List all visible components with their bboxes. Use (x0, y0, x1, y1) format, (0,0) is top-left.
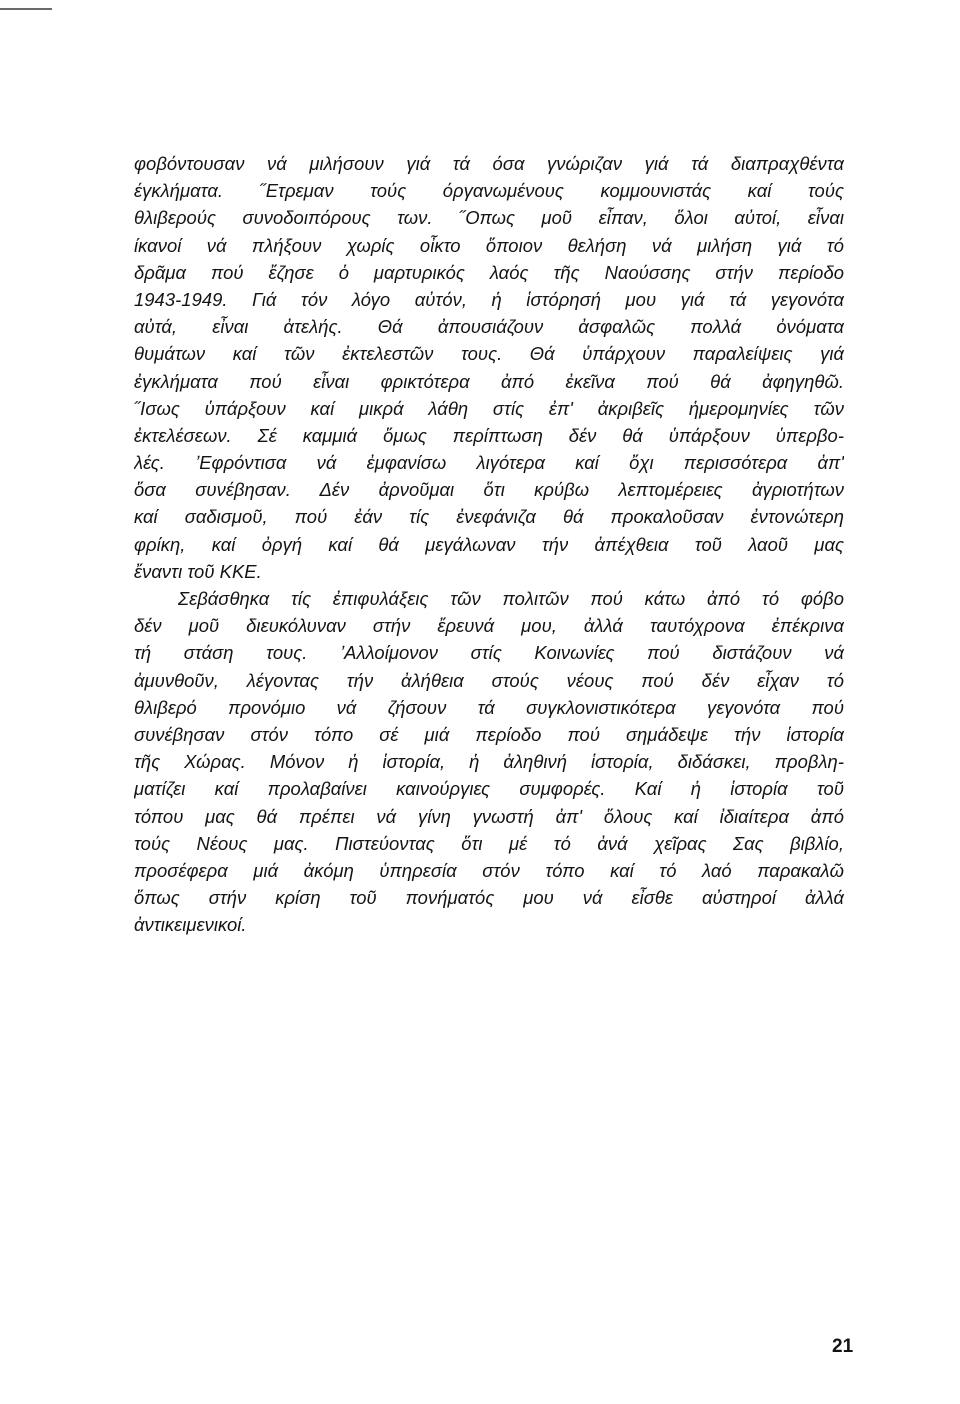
text-line: καί σαδισμοῦ, πού ἐάν τίς ἐνεφάνιζα θά προκαλοῦσαν ἐντονώτερη (134, 506, 844, 528)
text-line: συνέβησαν στόν τόπο σέ μιά περίοδο πού σημάδεψε τήν ἱστορία (134, 723, 844, 745)
text-line: λές. ʼΕφρόντισα νά ἐμφανίσω λιγότερα καί ὄχι περισσότερα ἀπ' (134, 452, 844, 474)
text-line: τή στάση τους. ʼΑλλοίμονον στίς Κοινωνίες πού διστάζουν νά (134, 642, 844, 664)
text-line: έγκλήματα. ˝Ετρεμαν τούς όργανωμένους κομμουνιστάς καί τούς (134, 180, 844, 202)
text-line: ˝Ισως ὑπάρξουν καί μικρά λάθη στίς ἐπ' ἀκριβεῖς ἡμερομηνίες τῶν (134, 397, 844, 419)
text-line: αὐτά, εἶναι ἀτελής. Θά ἀπουσιάζουν ἀσφαλῶς πολλά ὀνόματα (134, 316, 844, 338)
text-line: ἀντικειμενικοί. (134, 914, 247, 936)
text-line: 1943-1949. Γιά τόν λόγο αὐτόν, ἡ ἱστόρησή μου γιά τά γεγονότα (134, 288, 844, 310)
text-line: δρᾶμα πού ἔζησε ὁ μαρτυρικός λαός τῆς Ναούσσης στήν περίοδο (134, 261, 844, 283)
text-line: ἀμυνθοῦν, λέγοντας τήν ἀλήθεια στούς νέους πού δέν εἶχαν τό (134, 669, 844, 691)
text-line: ὅσα συνέβησαν. Δέν ἀρνοῦμαι ὅτι κρύβω λεπτομέρειες ἀγριοτήτων (134, 479, 844, 501)
text-line: θυμάτων καί τῶν ἐκτελεστῶν τους. Θά ὑπάρχουν παραλείψεις γιά (134, 343, 844, 365)
scan-edge-mark (0, 8, 52, 10)
text-line: ἔναντι τοῦ ΚΚΕ. (134, 560, 262, 582)
text-line: ἐκτελέσεων. Σέ καμμιά ὅμως περίπτωση δέν θά ὑπάρξουν ὑπερβο- (134, 424, 844, 446)
body-text (134, 150, 844, 938)
text-line: δέν μοῦ διευκόλυναν στήν ἔρευνά μου, ἀλλά ταυτόχρονα ἐπέκρινα (134, 615, 844, 637)
text-line: φρίκη, καί ὀργή καί θά μεγάλωναν τήν ἀπέχθεια τοῦ λαοῦ μας (134, 533, 844, 555)
text-line: ίκανοί νά πλήξουν χωρίς οἶκτο ὅποιον θελήση νά μιλήση γιά τό (134, 234, 844, 256)
paragraph-first-line: Σεβάσθηκα τίς ἐπιφυλάξεις τῶν πολιτῶν πού κάτω ἀπό τό φόβο (178, 588, 844, 609)
text-line: προσέφερα μιά ἀκόμη ὑπηρεσία στόν τόπο καί τό λαό παρακαλῶ (134, 859, 844, 881)
text-line: τόπου μας θά πρέπει νά γίνη γνωστή ἀπ' ὅλους καί ἰδιαίτερα ἀπό (134, 805, 844, 827)
text-line: ἐγκλήματα πού εἶναι φρικτότερα ἀπό ἐκεῖνα πού θά ἀφηγηθῶ. (134, 370, 844, 392)
text-line: ὅπως στήν κρίση τοῦ πονήματός μου νά εἶσθε αὐστηροί ἀλλά (134, 887, 844, 909)
text-line: φοβόντουσαν νά μιλήσουν γιά τά όσα γνώριζαν γιά τά διαπραχθέντα (134, 153, 844, 174)
text-line: ματίζει καί προλαβαίνει καινούργιες συμφορές. Καί ἡ ἱστορία τοῦ (134, 778, 844, 800)
text-line: θλιβερούς συνοδοιπόρους των. ˝Οπως μοῦ εἶπαν, ὅλοι αὐτοί, εἶναι (134, 207, 844, 229)
page-number: 21 (832, 1336, 854, 1357)
text-line: τούς Νέους μας. Πιστεύοντας ὅτι μέ τό ἀνά χεῖρας Σας βιβλίο, (134, 832, 844, 854)
text-line: τῆς Χώρας. Μόνον ἡ ἱστορία, ἡ ἀληθινή ἱστορία, διδάσκει, προβλη- (134, 751, 844, 773)
text-line: θλιβερό προνόμιο νά ζήσουν τά συγκλονιστικότερα γεγονότα πού (134, 696, 844, 718)
